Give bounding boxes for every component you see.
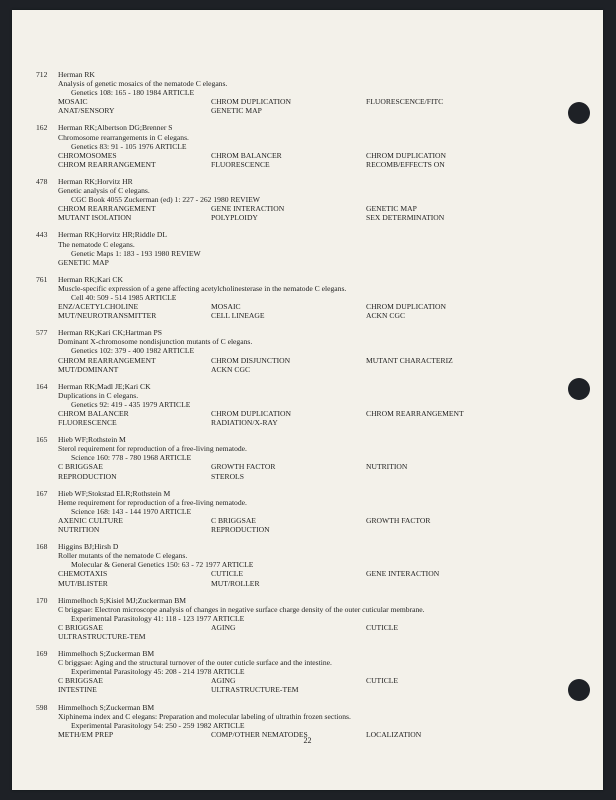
entry-citation: Cell 40: 509 - 514 1985 ARTICLE [71, 292, 177, 302]
keyword-row [58, 525, 576, 534]
keyword: RADIATION/X-RAY [211, 418, 278, 428]
bibliography-entry [36, 328, 576, 373]
keyword: CHROM DUPLICATION [366, 150, 446, 160]
entry-title: C briggsae: Aging and the structural turnover of the outer cuticle surface and the intestine. [58, 658, 332, 668]
keyword-row [58, 204, 576, 213]
keyword: CHROM REARRANGEMENT [58, 159, 156, 169]
keyword: GENETIC MAP [366, 204, 417, 214]
keyword [366, 579, 576, 588]
entry-citation: Experimental Parasitology 45: 208 - 214 1978 ARTICLE [71, 667, 245, 677]
keyword-row [58, 160, 576, 169]
keyword: GENE INTERACTION [211, 204, 285, 214]
keyword: ACKN CGC [366, 311, 406, 321]
keyword: MOSAIC [211, 302, 241, 312]
keyword: AGING [211, 622, 236, 632]
entry-authors: Herman RK [58, 70, 95, 79]
keyword-row [58, 632, 576, 641]
keyword: POLYPLOIDY [211, 213, 258, 223]
entry-citation: Genetics 83: 91 - 105 1976 ARTICLE [71, 141, 187, 151]
entry-number: 162 [36, 123, 48, 133]
bibliography-list [36, 70, 576, 747]
keyword [366, 472, 576, 481]
keyword: GROWTH FACTOR [366, 515, 431, 525]
entry-citation: Science 160: 778 - 780 1968 ARTICLE [71, 453, 192, 463]
entry-header [36, 542, 576, 551]
keyword: LOCALIZATION [366, 729, 422, 739]
entry-body [36, 186, 576, 222]
keyword-row [58, 418, 576, 427]
entry-citation: Genetics 108: 165 - 180 1984 ARTICLE [71, 88, 195, 98]
keyword: C BRIGGSAE [58, 676, 103, 686]
entry-title: Heme requirement for reproduction of a free-living nematode. [58, 497, 247, 507]
keyword: REPRODUCTION [58, 471, 117, 481]
entry-number: 712 [36, 70, 48, 79]
bibliography-entry [36, 382, 576, 427]
keyword: CHROM DUPLICATION [211, 97, 291, 107]
entry-header [36, 328, 576, 337]
keyword-row [58, 676, 576, 685]
entry-body [36, 240, 576, 267]
keyword: SEX DETERMINATION [366, 213, 445, 223]
entry-authors: Himmelhoch S;Zuckerman BM [58, 649, 155, 659]
entry-title: Muscle-specific expression of a gene affecting acetylcholinesterase in the nematode C elegans. [58, 283, 347, 293]
entry-number: 170 [36, 595, 48, 605]
entry-title: C briggsae: Electron microscope analysis of changes in negative surface charge density of the outer cuticular membrane. [58, 604, 425, 614]
entry-authors: Herman RK;Albertson DG;Brenner S [58, 123, 173, 133]
entry-header [36, 275, 576, 284]
keyword: MUT/ROLLER [211, 578, 260, 588]
keyword: FLUORESCENCE [211, 159, 270, 169]
entry-number: 164 [36, 381, 48, 391]
keyword: CUTICLE [366, 676, 399, 686]
keyword [211, 632, 366, 641]
keyword: CHROM BALANCER [211, 150, 282, 160]
entry-header [36, 123, 576, 132]
entry-number: 478 [36, 176, 48, 186]
entry-header [36, 230, 576, 239]
entry-authors: Himmelhoch S;Zuckerman BM [58, 702, 155, 712]
entry-body [36, 133, 576, 169]
entry-citation: Genetics 92: 419 - 435 1979 ARTICLE [71, 399, 191, 409]
entry-citation: Genetics 102: 379 - 400 1982 ARTICLE [71, 346, 195, 356]
keyword-row [58, 462, 576, 471]
keyword: FLUORESCENCE/FITC [366, 97, 444, 107]
keyword: MUTANT CHARACTERIZ [366, 355, 453, 365]
entry-citation: Genetic Maps 1: 183 - 193 1980 REVIEW [71, 248, 201, 258]
keyword: CHROM REARRANGEMENT [366, 409, 464, 418]
keyword: COMP/OTHER NEMATODES [211, 729, 308, 739]
keyword [366, 685, 576, 694]
bibliography-entry [36, 596, 576, 641]
keyword: FLUORESCENCE [58, 418, 117, 428]
document-page [12, 10, 603, 790]
entry-header [36, 649, 576, 658]
keyword: CHROM DUPLICATION [211, 409, 291, 418]
entry-title: Chromosome rearrangements in C elegans. [58, 132, 189, 142]
keyword-row [58, 302, 576, 311]
keyword-row [58, 151, 576, 160]
keyword: CHEMOTAXIS [58, 569, 108, 579]
entry-authors: Hieb WF;Stokstad ELR;Rothstein M [58, 488, 171, 498]
keyword: CELL LINEAGE [211, 311, 265, 321]
keyword-row [58, 311, 576, 320]
keyword: CHROMOSOMES [58, 150, 117, 160]
keyword: METH/EM PREP [58, 729, 114, 739]
bibliography-entry [36, 542, 576, 587]
keyword-row [58, 365, 576, 374]
entry-body [36, 498, 576, 534]
entry-body [36, 444, 576, 480]
entry-number: 598 [36, 702, 48, 712]
keyword-row [58, 97, 576, 106]
entry-citation: Experimental Parasitology 54: 250 - 259 1982 ARTICLE [71, 720, 245, 730]
entry-number: 577 [36, 328, 48, 338]
keyword [211, 258, 366, 267]
bibliography-entry [36, 123, 576, 168]
entry-body [36, 391, 576, 427]
keyword: MUTANT ISOLATION [58, 213, 132, 223]
keyword: CHROM BALANCER [58, 409, 129, 418]
keyword: AGING [211, 676, 236, 686]
entry-body [36, 712, 576, 739]
bibliography-entry [36, 435, 576, 480]
keyword-row [58, 579, 576, 588]
entry-body [36, 658, 576, 694]
entry-authors: Herman RK;Kari CK [58, 274, 123, 284]
keyword: ENZ/ACETYLCHOLINE [58, 302, 139, 312]
entry-title: The nematode C elegans. [58, 239, 135, 249]
bibliography-entry [36, 230, 576, 266]
keyword: REPRODUCTION [211, 525, 270, 535]
entry-body [36, 551, 576, 587]
entry-title: Dominant X-chromosome nondisjunction mutants of C elegans. [58, 337, 253, 347]
keyword [366, 418, 576, 427]
entry-authors: Herman RK;Madl JE;Kari CK [58, 381, 151, 391]
keyword: GENETIC MAP [211, 106, 262, 116]
entry-body [36, 605, 576, 641]
bibliography-entry [36, 275, 576, 320]
keyword: C BRIGGSAE [58, 622, 103, 632]
entry-header [36, 70, 576, 79]
keyword: C BRIGGSAE [58, 462, 103, 472]
entry-number: 169 [36, 649, 48, 659]
keyword: ULTRASTRUCTURE-TEM [211, 685, 299, 695]
entry-title: Xiphinema index and C elegans: Preparation and molecular labeling of ultrathin frozen sections. [58, 711, 351, 721]
keyword: CUTICLE [211, 569, 244, 579]
entry-citation: Science 168: 143 - 144 1970 ARTICLE [71, 506, 192, 516]
keyword: GENETIC MAP [58, 257, 109, 267]
entry-header [36, 596, 576, 605]
keyword-row [58, 409, 576, 418]
keyword-row [58, 623, 576, 632]
keyword: STEROLS [211, 471, 244, 481]
entry-title: Roller mutants of the nematode C elegans. [58, 551, 188, 561]
entry-number: 168 [36, 542, 48, 552]
keyword: AXENIC CULTURE [58, 515, 123, 525]
keyword: CUTICLE [366, 622, 399, 632]
entry-authors: Herman RK;Kari CK;Hartman PS [58, 328, 162, 338]
bibliography-entry [36, 177, 576, 222]
entry-body [36, 79, 576, 115]
keyword-row [58, 516, 576, 525]
entry-title: Analysis of genetic mosaics of the nematode C elegans. [58, 79, 228, 89]
entry-authors: Himmelhoch S;Kisiel MJ;Zuckerman BM [58, 595, 187, 605]
keyword: MUT/BLISTER [58, 578, 108, 588]
keyword-row [58, 106, 576, 115]
keyword-row [58, 213, 576, 222]
keyword: CHROM REARRANGEMENT [58, 355, 156, 365]
keyword: NUTRITION [366, 462, 408, 472]
entry-number: 761 [36, 274, 48, 284]
entry-citation: CGC Book 4055 Zuckerman (ed) 1: 227 - 262 1980 REVIEW [71, 195, 260, 205]
keyword: RECOMB/EFFECTS ON [366, 159, 445, 169]
entry-citation: Experimental Parasitology 41: 118 - 123 1977 ARTICLE [71, 613, 245, 623]
keyword: MUT/DOMINANT [58, 364, 119, 374]
entry-title: Sterol requirement for reproduction of a free-living nematode. [58, 444, 247, 454]
bibliography-entry [36, 70, 576, 115]
keyword-row [58, 472, 576, 481]
keyword: CHROM DUPLICATION [366, 302, 446, 312]
entry-number: 443 [36, 230, 48, 240]
keyword: GROWTH FACTOR [211, 462, 276, 472]
entry-header [36, 382, 576, 391]
entry-authors: Herman RK;Horvitz HR;Riddle DL [58, 230, 168, 240]
entry-body [36, 284, 576, 320]
keyword: MOSAIC [58, 97, 88, 107]
entry-number: 165 [36, 435, 48, 445]
bibliography-entry [36, 703, 576, 739]
keyword [366, 525, 576, 534]
keyword [366, 365, 576, 374]
entry-citation: Molecular & General Genetics 150: 63 - 72 1977 ARTICLE [71, 560, 254, 570]
entry-header [36, 489, 576, 498]
keyword: ACKN CGC [211, 364, 251, 374]
bibliography-entry [36, 649, 576, 694]
keyword [366, 632, 576, 641]
entry-header [36, 703, 576, 712]
keyword-row [58, 685, 576, 694]
entry-title: Duplications in C elegans. [58, 390, 139, 400]
keyword-row [58, 356, 576, 365]
entry-title: Genetic analysis of C elegans. [58, 186, 150, 196]
keyword: CHROM REARRANGEMENT [58, 204, 156, 214]
keyword: ANAT/SENSORY [58, 106, 115, 116]
keyword [366, 106, 576, 115]
entry-header [36, 435, 576, 444]
keyword: CHROM DISJUNCTION [211, 355, 291, 365]
keyword-row [58, 569, 576, 578]
entry-number: 167 [36, 488, 48, 498]
page-number: 22 [303, 736, 312, 745]
keyword [366, 258, 576, 267]
entry-authors: Hieb WF;Rothstein M [58, 435, 126, 445]
entry-body [36, 337, 576, 373]
keyword: MUT/NEUROTRANSMITTER [58, 311, 157, 321]
entry-header [36, 177, 576, 186]
bibliography-entry [36, 489, 576, 534]
entry-authors: Higgins BJ;Hirsh D [58, 542, 119, 552]
keyword-row [58, 258, 576, 267]
keyword: C BRIGGSAE [211, 515, 256, 525]
keyword: ULTRASTRUCTURE-TEM [58, 631, 146, 641]
keyword: GENE INTERACTION [366, 569, 440, 579]
keyword: NUTRITION [58, 525, 100, 535]
keyword: INTESTINE [58, 685, 97, 695]
entry-authors: Herman RK;Horvitz HR [58, 176, 133, 186]
